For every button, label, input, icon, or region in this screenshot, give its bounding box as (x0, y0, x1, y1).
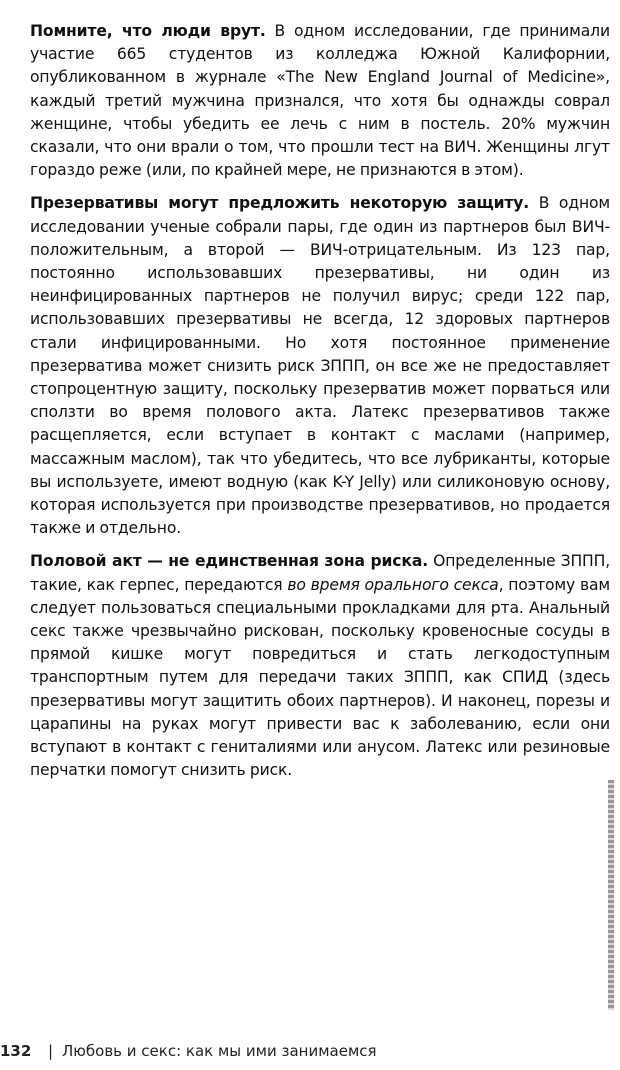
paragraph-risk-zones (30, 550, 610, 782)
paragraph-text: В одном исследовании, где принимали участие 665 студентов из колледжа Южной Калифорнии, опубликованном в журнале «The New England Journal of Medicine», каждый третий мужчина признался, что хотя бы однажды соврал женщине, чтобы убедить ее лечь с ним в постель. 20% мужчин сказали, что они врали о том, что прошли тест на ВИЧ. Женщины лгут гораздо реже (или, по крайней мере, не признаются в этом). (30, 22, 610, 180)
paragraph-lead: Презервативы могут предложить некоторую защиту. (30, 194, 530, 213)
paragraph-lead: Половой акт — не единственная зона риска. (30, 552, 428, 571)
scan-edge-mark (608, 780, 614, 1010)
page-number: 132 (0, 1042, 32, 1060)
page-footer (0, 1040, 620, 1066)
running-title: Любовь и секс: как мы ими занимаемся (62, 1042, 377, 1060)
paragraph-lead: Помните, что люди врут. (30, 22, 266, 40)
paragraph-condoms (30, 192, 610, 540)
paragraph-italic-phrase: во время орального секса (287, 575, 499, 594)
paragraph-people-lie (30, 20, 610, 182)
footer-separator: | (48, 1042, 54, 1060)
paragraph-text: Определенные ЗППП, такие, как герпес, передаются (30, 552, 611, 594)
paragraph-text: В одном исследовании ученые собрали пары, где один из партнеров был ВИЧ-положительным, а второй — ВИЧ-отрицательным. Из 123 пар, постоянно использовавших презервативы, ни один из неинфицированных партнеров не получил вирус; среди 122 пар, использовавших презервативы не всегда, 12 здоровых партнеров стали инфицированными. Но хотя постоянное применение презерватива может снизить риск ЗППП, он все же не предоставляет стопроцентную защиту, поскольку презерватив может порваться или сползти во время полового акта. Латекс презервативов также расщепляется, если вступает в контакт с маслами (например, массажным маслом), так что убедитесь, что все лубриканты, которые вы используете, имеют водную (как K-Y Jelly) или силиконовую основу, которая используется при производстве презервативов, но продается также и отдельно. (30, 194, 611, 538)
page-body (30, 20, 610, 793)
paragraph-text: , поэтому вам следует пользоваться специальными прокладками для рта. Анальный секс также чрезвычайно рискован, поскольку кровеносные сосуды в прямой кишке могут повредиться и стать легкодоступным транспортным путем для передачи таких ЗППП, как СПИД (здесь презервативы могут защитить обоих партнеров). И наконец, порезы и царапины на руках могут привести вас к заболеванию, если они вступают в контакт с гениталиями или анусом. Латекс или резиновые перчатки помогут снизить риск. (30, 575, 610, 780)
